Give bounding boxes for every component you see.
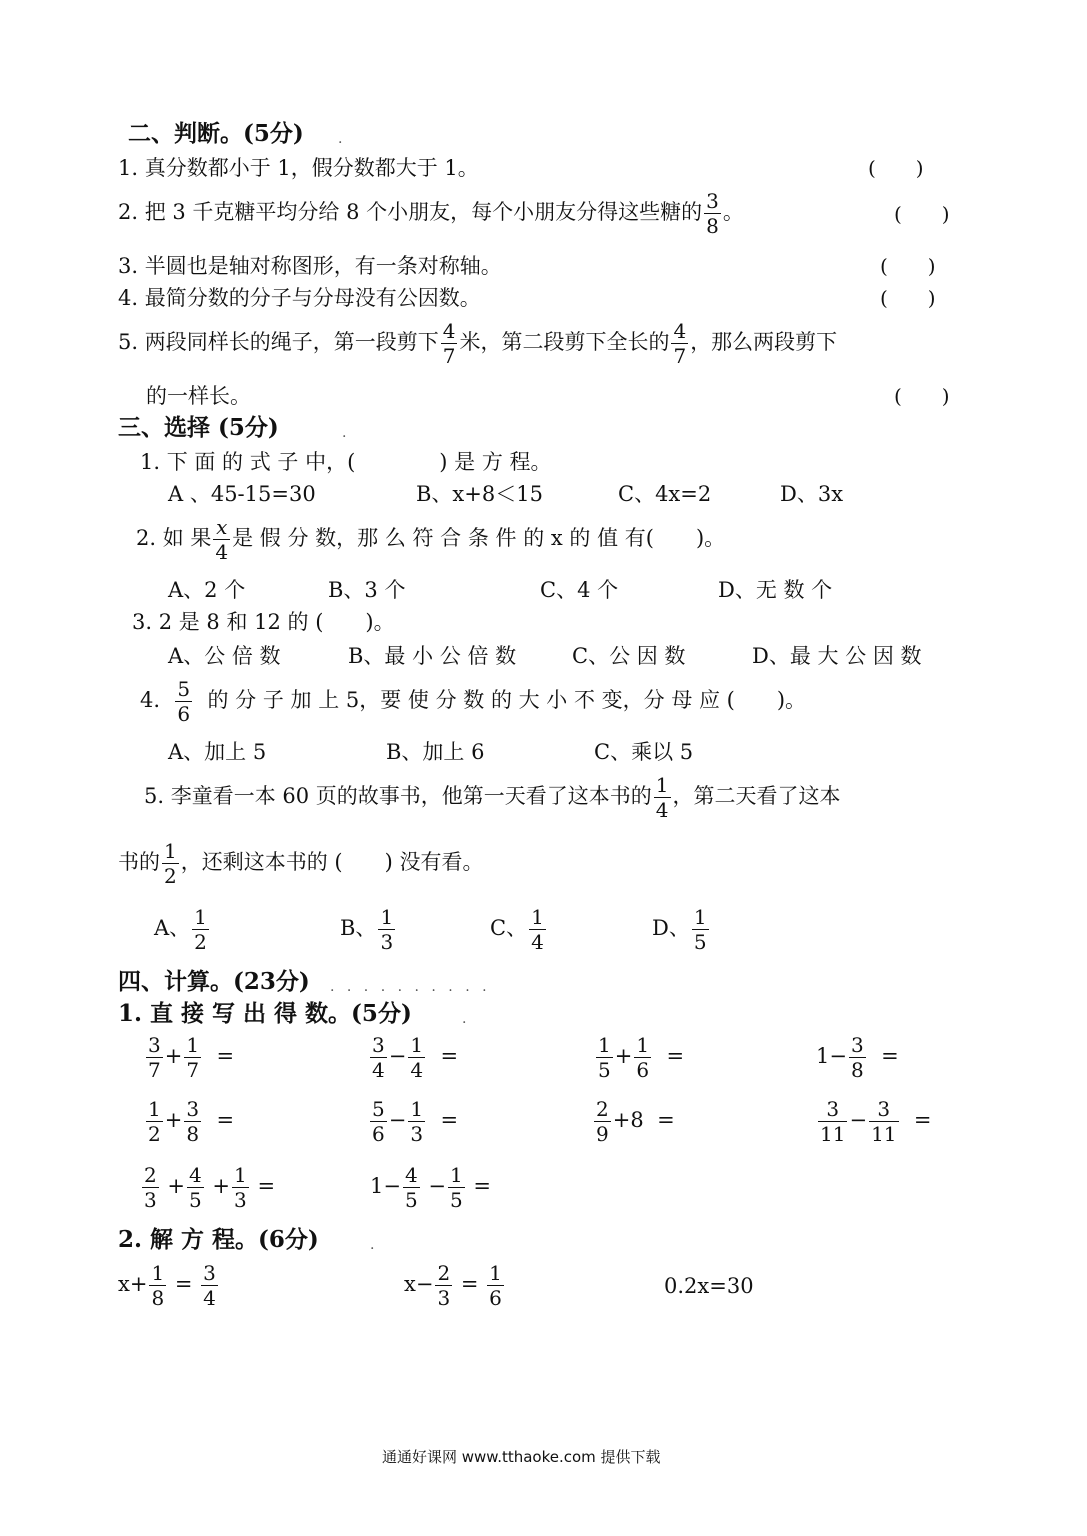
choice-q4 bbox=[140, 678, 806, 725]
fraction: $\frac{1}{3}$ bbox=[380, 905, 394, 954]
equals-sign: = bbox=[657, 1108, 675, 1132]
option-label: B、 bbox=[340, 916, 377, 940]
equation-1 bbox=[118, 1262, 220, 1309]
fraction: $\frac{1}{6}$ bbox=[489, 1261, 502, 1310]
subsection-2-title: 2. 解 方 程。(6分) bbox=[118, 1226, 319, 1253]
fraction: $\frac{1}{3}$ bbox=[410, 1097, 424, 1146]
calc-4: 1− $\frac{3}{8}$ = bbox=[816, 1033, 899, 1082]
calc-3: $\frac{1}{5}$ + $\frac{1}{6}$ = bbox=[598, 1033, 685, 1082]
section-3-title: 三、选择 (5分) bbox=[118, 414, 279, 441]
equation-2 bbox=[404, 1262, 506, 1309]
choice-q2-option-a: A、2 个 bbox=[168, 578, 246, 602]
choice-q4-option-b: B、加上 6 bbox=[386, 740, 485, 764]
equals-sign: = bbox=[216, 1108, 235, 1132]
choice-q4-number: 4. bbox=[140, 688, 161, 712]
equation-3: 0.2x=30 bbox=[664, 1274, 754, 1298]
fraction: $\frac{4}{7}$ bbox=[673, 319, 687, 368]
choice-q2-option-c: C、4 个 bbox=[540, 578, 619, 602]
choice-q5-option-d bbox=[652, 906, 711, 953]
dotted-leader: . bbox=[462, 1011, 471, 1027]
judge-q5-text: ，那么两段剪下 bbox=[690, 330, 838, 354]
fraction: $\frac{5}{6}$ bbox=[372, 1097, 385, 1146]
fraction: $\frac{1}{2}$ bbox=[164, 839, 177, 888]
choice-q5-option-a bbox=[154, 906, 211, 953]
choice-q1-option-b: B、x+8＜15 bbox=[416, 482, 543, 506]
variable-term: x+ bbox=[118, 1272, 148, 1296]
number: 1 bbox=[816, 1044, 830, 1068]
fraction: $\frac{3}{8}$ bbox=[186, 1097, 200, 1146]
judge-q3: 3. 半圆也是轴对称图形，有一条对称轴。 bbox=[118, 254, 502, 278]
calc-1: $\frac{3}{7}$ + $\frac{1}{7}$ = bbox=[148, 1033, 235, 1082]
choice-q3: 3. 2 是 8 和 12 的 ( )。 bbox=[132, 610, 395, 634]
option-label: C、 bbox=[490, 916, 528, 940]
equals-sign: = bbox=[913, 1108, 932, 1132]
choice-q4-text: 的 分 子 加 上 5，要 使 分 数 的 大 小 不 变，分 母 应 ( )。 bbox=[207, 688, 807, 712]
fraction: $\frac{1}{4}$ bbox=[410, 1033, 424, 1082]
fraction: $\frac{1}{4}$ bbox=[531, 905, 544, 954]
choice-q3-option-b: B、最 小 公 倍 数 bbox=[348, 644, 517, 668]
judge-q5-text: 米，第二段剪下全长的 bbox=[459, 330, 670, 354]
choice-q4-option-c: C、乘以 5 bbox=[594, 740, 694, 764]
calc-10: 1− $\frac{4}{5}$ − $\frac{1}{5}$ = bbox=[370, 1163, 492, 1212]
choice-q2-option-d: D、无 数 个 bbox=[718, 578, 833, 602]
judge-q2-text: 2. 把 3 千克糖平均分给 8 个小朋友，每个小朋友分得这些糖的 bbox=[118, 200, 703, 224]
answer-paren: ( ) bbox=[868, 156, 924, 180]
fraction: $\frac{1}{6}$ bbox=[636, 1033, 650, 1082]
fraction: $\frac{5}{6}$ bbox=[177, 677, 191, 726]
choice-q5-text: ，第二天看了这本 bbox=[672, 784, 841, 808]
fraction: $\frac{4}{5}$ bbox=[189, 1163, 202, 1212]
choice-q5-option-c bbox=[490, 906, 548, 953]
choice-q2-text: 2. 如 果 bbox=[136, 526, 212, 550]
answer-paren: ( ) bbox=[894, 384, 950, 408]
fraction: $\frac{1}{3}$ bbox=[234, 1163, 247, 1212]
choice-q5-text: 书的 bbox=[118, 850, 160, 874]
fraction: $\frac{2}{3}$ bbox=[437, 1261, 451, 1310]
choice-q5-text: 5. 李童看一本 60 页的故事书，他第一天看了这本书的 bbox=[144, 784, 652, 808]
fraction: $\frac{3}{11}$ bbox=[871, 1097, 897, 1146]
judge-q5 bbox=[118, 320, 837, 367]
answer-paren: ( ) bbox=[880, 254, 936, 278]
calc-2: $\frac{3}{4}$ − $\frac{1}{4}$ = bbox=[372, 1033, 459, 1082]
fraction: $\frac{1}{2}$ bbox=[148, 1097, 161, 1146]
fraction: $\frac{3}{7}$ bbox=[148, 1033, 161, 1082]
dotted-leader: . bbox=[342, 425, 351, 441]
calc-8: $\frac{3}{11}$ − $\frac{3}{11}$ = bbox=[820, 1097, 932, 1146]
equals-sign: = bbox=[460, 1272, 479, 1296]
dotted-leader: . . . . . . . . . . bbox=[330, 979, 491, 995]
choice-q5-cont bbox=[118, 840, 483, 887]
fraction: $\frac{3}{8}$ bbox=[850, 1033, 864, 1082]
equals-sign: = bbox=[440, 1044, 459, 1068]
option-label: A、 bbox=[154, 916, 191, 940]
section-2-title: 二、判断。(5分) bbox=[128, 120, 304, 147]
fraction: $\frac{1}{8}$ bbox=[151, 1261, 165, 1310]
fraction: $\frac{1}{5}$ bbox=[693, 905, 707, 954]
calc-7 bbox=[592, 1098, 675, 1145]
calc-9: $\frac{2}{3}$ + $\frac{4}{5}$ + $\frac{1}{3}$ = bbox=[144, 1163, 276, 1212]
choice-q1: 1. 下 面 的 式 子 中，( ) 是 方 程。 bbox=[140, 450, 552, 474]
calc-6: $\frac{5}{6}$ − $\frac{1}{3}$ = bbox=[372, 1097, 459, 1146]
option-label: D、 bbox=[652, 916, 690, 940]
choice-q2 bbox=[136, 516, 725, 563]
number: +8 bbox=[612, 1108, 644, 1132]
choice-q2-text: 是 假 分 数，那 么 符 合 条 件 的 x 的 值 有( )。 bbox=[232, 526, 726, 550]
judge-q1: 1. 真分数都小于 1，假分数都大于 1。 bbox=[118, 156, 479, 180]
choice-q5-text: ，还剩这本书的 ( ) 没有看。 bbox=[180, 850, 484, 874]
choice-q3-option-a: A、公 倍 数 bbox=[168, 644, 281, 668]
judge-q5-cont: 的一样长。 bbox=[146, 384, 251, 408]
equals-sign: = bbox=[174, 1272, 193, 1296]
number: 1 bbox=[370, 1174, 384, 1198]
fraction: $\frac{x}{4}$ bbox=[215, 515, 229, 564]
calc-5: $\frac{1}{2}$ + $\frac{3}{8}$ = bbox=[148, 1097, 235, 1146]
equals-sign: = bbox=[881, 1044, 899, 1068]
fraction: $\frac{3}{4}$ bbox=[203, 1261, 216, 1310]
fraction: $\frac{1}{5}$ bbox=[450, 1163, 463, 1212]
variable-term: x− bbox=[404, 1272, 434, 1296]
choice-q4-option-a: A、加上 5 bbox=[168, 740, 267, 764]
equals-sign: = bbox=[440, 1108, 459, 1132]
subsection-1-title: 1. 直 接 写 出 得 数。(5分) bbox=[118, 1000, 412, 1027]
choice-q5-option-b bbox=[340, 906, 397, 953]
fraction: $\frac{1}{5}$ bbox=[598, 1033, 611, 1082]
judge-q2-end: 。 bbox=[722, 200, 744, 224]
judge-q5-text: 5. 两段同样长的绳子，第一段剪下 bbox=[118, 330, 439, 354]
dotted-leader: . bbox=[370, 1237, 379, 1253]
choice-q1-option-c: C、4x=2 bbox=[618, 482, 712, 506]
dotted-leader: . bbox=[338, 131, 347, 147]
answer-paren: ( ) bbox=[894, 202, 950, 226]
fraction: $\frac{1}{4}$ bbox=[655, 773, 669, 822]
fraction: $\frac{1}{7}$ bbox=[186, 1033, 200, 1082]
fraction: $\frac{3}{11}$ bbox=[820, 1097, 846, 1146]
fraction: $\frac{3}{8}$ bbox=[706, 189, 719, 238]
choice-q3-option-d: D、最 大 公 因 数 bbox=[752, 644, 922, 668]
judge-q4: 4. 最简分数的分子与分母没有公因数。 bbox=[118, 286, 481, 310]
fraction: $\frac{2}{3}$ bbox=[144, 1163, 157, 1212]
equals-sign: = bbox=[216, 1044, 235, 1068]
equals-sign: = bbox=[257, 1174, 276, 1198]
equals-sign: = bbox=[473, 1174, 492, 1198]
choice-q3-option-c: C、公 因 数 bbox=[572, 644, 686, 668]
choice-q2-option-b: B、3 个 bbox=[328, 578, 406, 602]
judge-q2 bbox=[118, 190, 744, 237]
fraction: $\frac{3}{4}$ bbox=[372, 1033, 385, 1082]
answer-paren: ( ) bbox=[880, 286, 936, 310]
equals-sign: = bbox=[666, 1044, 685, 1068]
section-4-title: 四、计算。(23分) bbox=[118, 968, 310, 995]
fraction: $\frac{4}{7}$ bbox=[442, 319, 456, 368]
fraction: $\frac{1}{2}$ bbox=[194, 905, 207, 954]
fraction: $\frac{4}{5}$ bbox=[404, 1163, 418, 1212]
footer-text: 通通好课网 www.tthaoke.com 提供下载 bbox=[382, 1448, 661, 1466]
choice-q5 bbox=[144, 774, 841, 821]
fraction: $\frac{2}{9}$ bbox=[596, 1097, 609, 1146]
choice-q1-option-d: D、3x bbox=[780, 482, 844, 506]
choice-q1-option-a: A 、45-15=30 bbox=[168, 482, 316, 506]
